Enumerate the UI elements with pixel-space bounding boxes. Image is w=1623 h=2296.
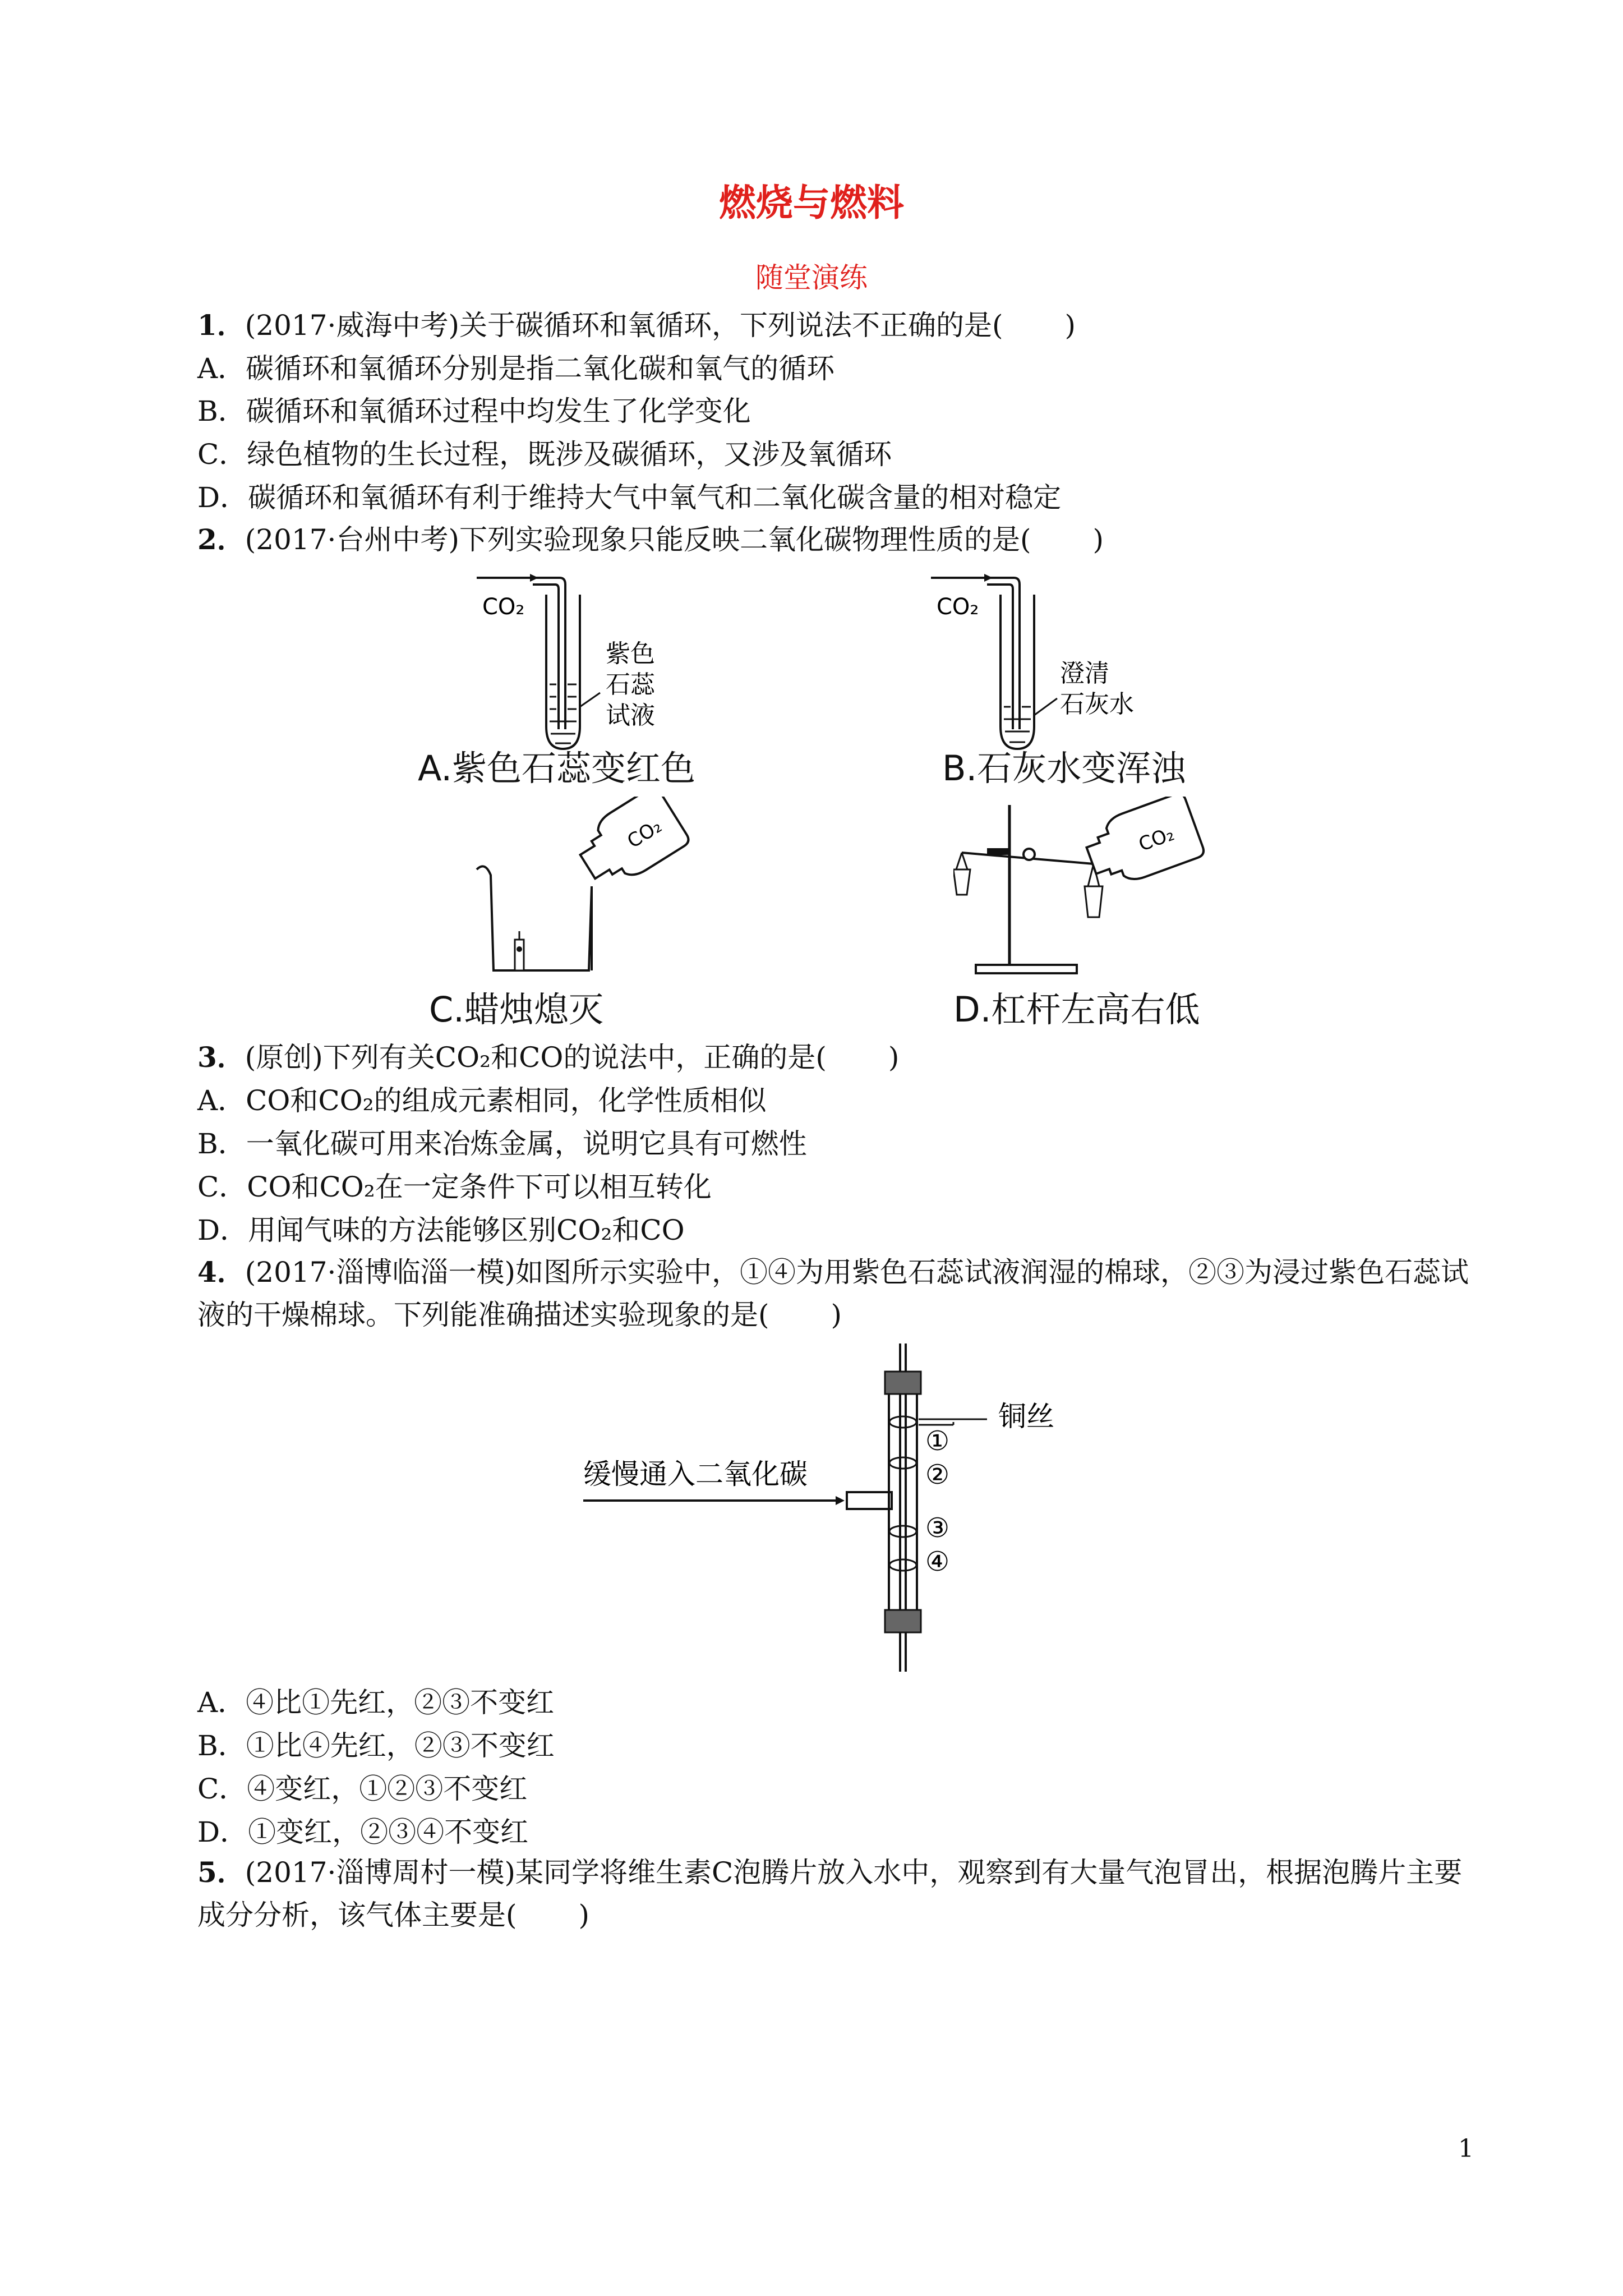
liquid-label-line1: 紫色 [606,639,655,668]
question-text: (2017·淄博临淄一模)如图所示实验中，①④为用紫色石蕊试液润湿的棉球，②③为浸过紫色石蕊试液的干燥棉球。下列能准确描述实验现象的是( [197,1256,1469,1331]
marker-3: ③ [925,1512,950,1544]
option-c: C．绿色植物的生长过程，既涉及碳循环，又涉及氧循环 [197,438,892,471]
page-title: 燃烧与燃料 [719,181,904,224]
option-d: D．①变红，②③④不变红 [197,1816,529,1848]
question-text: (2017·淄博周村一模)某同学将维生素C泡腾片放入水中，观察到有大量气泡冒出，根据泡腾片主要成分分析，该气体主要是( [197,1856,1463,1931]
gas-label: CO₂ [1136,822,1178,856]
question-1-stem [197,309,1076,342]
close-paren: ) [578,1899,590,1931]
option-a: A．碳循环和氧循环分别是指二氧化碳和氧气的循环 [197,352,835,385]
section-subtitle: 随堂演练 [755,261,868,294]
question-3-stem [197,1041,899,1074]
marker-2: ② [925,1459,950,1490]
option-c: C．CO和CO₂在一定条件下可以相互转化 [197,1171,712,1203]
gas-label: CO₂ [623,815,666,853]
close-paren: ) [831,1299,842,1331]
question-number: 2． [197,523,245,556]
option-d: D．碳循环和氧循环有利于维持大气中氧气和二氧化碳含量的相对稳定 [197,481,1062,514]
question-number: 5． [197,1856,245,1889]
question-2-stem [197,523,1104,556]
question-text: (2017·台州中考)下列实验现象只能反映二氧化碳物理性质的是( [245,523,1031,556]
marker-1: ① [925,1425,950,1457]
question-text: (原创)下列有关CO₂和CO的说法中，正确的是( [245,1041,827,1074]
option-c: C．④变红，①②③不变红 [197,1773,528,1805]
gas-label: CO₂ [937,594,979,620]
liquid-label-line2: 石蕊 [606,670,655,699]
question-number: 1． [197,309,245,342]
figure-b-limewater-tube [925,572,1161,757]
figure-d-caption: D.杠杆左高右低 [953,989,1200,1030]
liquid-label-line1: 澄清 [1060,659,1109,688]
question-number: 3． [197,1041,245,1074]
option-b: B．一氧化碳可用来冶炼金属，说明它具有可燃性 [197,1128,807,1160]
option-b: B．①比④先红，②③不变红 [197,1729,555,1762]
figure-a-litmus-tube [471,572,707,757]
liquid-label-line2: 石灰水 [1060,690,1134,719]
liquid-label-line3: 试液 [606,701,655,730]
copper-wire-label: 铜丝 [998,1400,1054,1433]
figure-b-caption: B.石灰水变浑浊 [942,748,1186,789]
question-number: 4． [197,1255,245,1289]
figure-a-caption: A.紫色石蕊变红色 [418,748,696,789]
page-number: 1 [1458,2134,1474,2163]
close-paren: ) [888,1041,900,1074]
figure-d-lever-balance [953,797,1245,976]
gas-label: CO₂ [482,594,525,620]
option-d: D．用闻气味的方法能够区别CO₂和CO [197,1214,685,1246]
question-text: (2017·威海中考)关于碳循环和氧循环，下列说法不正确的是( [245,309,1003,342]
option-b: B．碳循环和氧循环过程中均发生了化学变化 [197,395,751,427]
close-paren: ) [1092,523,1104,556]
question-4-stem [197,1251,1487,1336]
figure-c-candle-beaker [460,797,707,982]
marker-4: ④ [925,1546,950,1577]
figure-q4-tube-apparatus [583,1341,1088,1677]
figure-c-caption: C.蜡烛熄灭 [429,989,603,1030]
inlet-label: 缓慢通入二氧化碳 [583,1458,808,1490]
option-a: A．④比①先红，②③不变红 [197,1686,555,1719]
question-5-stem [197,1851,1487,1936]
option-a: A．CO和CO₂的组成元素相同，化学性质相似 [197,1084,767,1117]
close-paren: ) [1064,309,1076,342]
